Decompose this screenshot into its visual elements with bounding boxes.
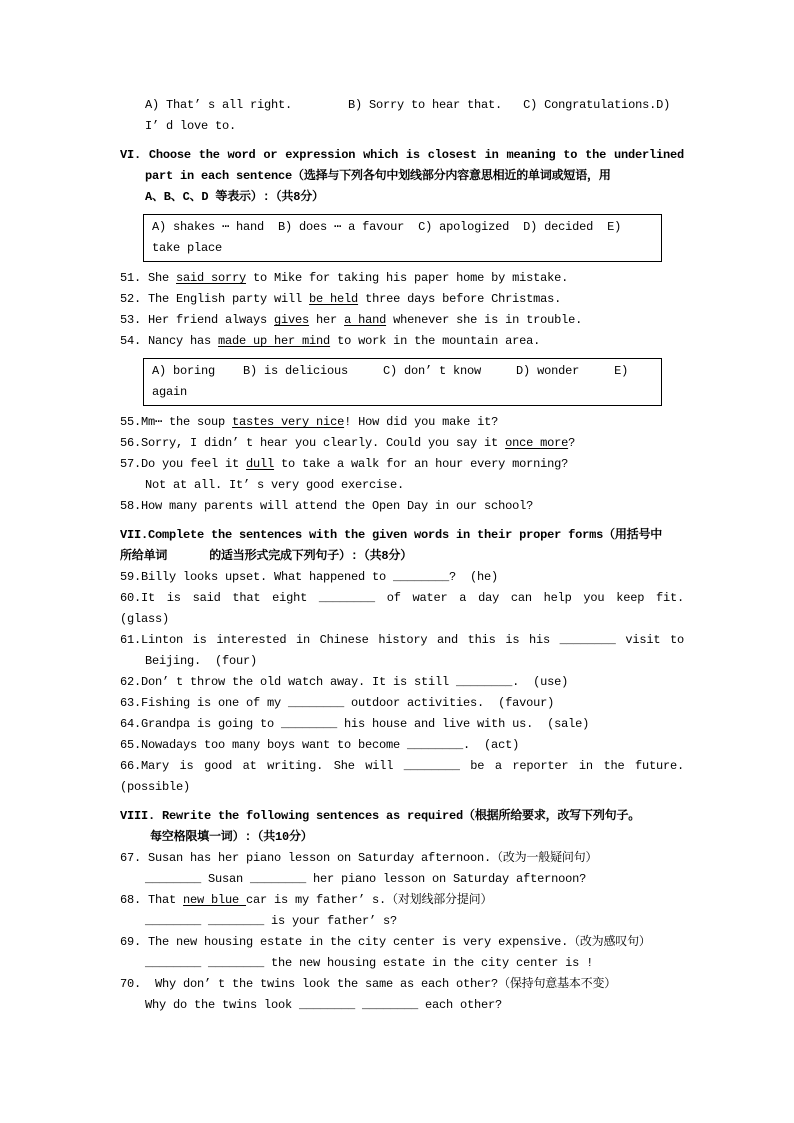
question-58: 58.How many parents will attend the Open Day in our school? — [120, 499, 534, 513]
underlined-phrase: new blue — [183, 893, 247, 907]
section-viii-heading-line1: VIII. Rewrite the following sentences as required（根据所给要求，改写下列句子。 — [120, 809, 641, 823]
question-65: 65.Nowadays too many boys want to become ________. (act) — [120, 738, 520, 752]
section-vi-heading-line2: part in each sentence（选择与下列各句中划线部分内容意思相近的单词或短语，用 — [145, 169, 611, 183]
text-segment: ! How did you make it? — [344, 415, 499, 429]
question-67-line2: ________ Susan ________ her piano lesson on Saturday afternoon? — [145, 872, 587, 886]
question-70-line1: 70. Why don’ t the twins look the same as each other?（保持句意基本不变） — [120, 977, 617, 991]
section-vi-heading-line1: VI. Choose the word or expression which is closest in meaning to the underlined — [120, 148, 684, 162]
question-68-line1 — [120, 890, 684, 911]
question-64: 64.Grandpa is going to ________ his house and live with us. (sale) — [120, 717, 590, 731]
options-line-2: I’ d love to. — [145, 119, 237, 133]
underlined-phrase: once more — [505, 436, 569, 450]
text-segment: 52. The English party will — [120, 292, 310, 306]
question-69-line1: 69. The new housing estate in the city center is very expensive.（改为感叹句） — [120, 935, 651, 949]
word-bank-2 — [143, 358, 662, 406]
question-56 — [120, 433, 684, 454]
word-bank-2-line1: A) boring B) is delicious C) don’ t know D) wonder E) — [152, 364, 629, 378]
text-segment: 54. Nancy has — [120, 334, 219, 348]
word-bank-1-line1: A) shakes ⋯ hand B) does ⋯ a favour C) apologized D) decided E) — [152, 220, 622, 234]
text-segment: ? — [568, 436, 576, 450]
underlined-phrase: made up her mind — [218, 334, 331, 348]
question-67-line1: 67. Susan has her piano lesson on Saturday afternoon.（改为一般疑问句） — [120, 851, 598, 865]
question-69-line2: ________ ________ the new housing estate in the city center is ! — [145, 956, 594, 970]
question-61-line1: 61.Linton is interested in Chinese history and this is his ________ visit to — [120, 633, 684, 647]
underlined-phrase: a hand — [344, 313, 387, 327]
word-bank-2-line2: again — [152, 385, 188, 399]
underlined-phrase: be held — [309, 292, 359, 306]
underlined-phrase: said sorry — [176, 271, 247, 285]
underlined-phrase: tastes very nice — [232, 415, 345, 429]
question-66-line2: (possible) — [120, 780, 191, 794]
text-segment: three days before Christmas. — [358, 292, 562, 306]
text-segment: to Mike for taking his paper home by mistake. — [246, 271, 569, 285]
text-segment: car is my father’ s.（对划线部分提问） — [246, 893, 493, 907]
section-viii-heading-line2: 每空格限填一词）:（共10分） — [150, 830, 313, 844]
word-bank-1 — [143, 214, 662, 262]
question-57-answer: Not at all. It’ s very good exercise. — [145, 478, 405, 492]
question-53 — [120, 310, 684, 331]
section-vii-heading-line2: 所给单词 的适当形式完成下列句子）:（共8分） — [120, 549, 413, 563]
question-66-line1: 66.Mary is good at writing. She will ________ be a reporter in the future. — [120, 759, 684, 773]
text-segment: 53. Her friend always — [120, 313, 275, 327]
text-segment: to work in the mountain area. — [330, 334, 541, 348]
question-59: 59.Billy looks upset. What happened to ________? (he) — [120, 570, 499, 584]
text-segment: to take a walk for an hour every morning? — [274, 457, 569, 471]
word-bank-1-line2: take place — [152, 241, 223, 255]
text-segment: 57.Do you feel it — [120, 457, 247, 471]
question-51 — [120, 268, 684, 289]
question-55 — [120, 412, 684, 433]
options-line-1: A) That’ s all right. B) Sorry to hear that. C) Congratulations.D) — [145, 98, 671, 112]
text-segment: 68. That — [120, 893, 184, 907]
question-54 — [120, 331, 684, 352]
question-61-line2: Beijing. (four) — [145, 654, 258, 668]
question-62: 62.Don’ t throw the old watch away. It is still ________. (use) — [120, 675, 569, 689]
question-63: 63.Fishing is one of my ________ outdoor activities. (favour) — [120, 696, 555, 710]
question-60-line1: 60.It is said that eight ________ of water a day can help you keep fit. — [120, 591, 684, 605]
question-68-line2: ________ ________ is your father’ s? — [145, 914, 398, 928]
text-segment: 56.Sorry, I didn’ t hear you clearly. Could you say it — [120, 436, 506, 450]
question-52 — [120, 289, 684, 310]
text-segment: her — [309, 313, 345, 327]
question-70-line2: Why do the twins look ________ ________ each other? — [145, 998, 503, 1012]
section-vii-heading-line1: VII.Complete the sentences with the given words in their proper forms（用括号中 — [120, 528, 663, 542]
underlined-phrase: gives — [274, 313, 310, 327]
section-vi-heading-line3: A、B、C、D 等表示）:（共8分） — [145, 190, 324, 204]
text-segment: whenever she is in trouble. — [386, 313, 583, 327]
underlined-phrase: dull — [246, 457, 275, 471]
text-segment: 51. She — [120, 271, 177, 285]
text-segment: 55.Mm⋯ the soup — [120, 415, 233, 429]
question-60-line2: (glass) — [120, 612, 170, 626]
question-57 — [120, 454, 684, 475]
